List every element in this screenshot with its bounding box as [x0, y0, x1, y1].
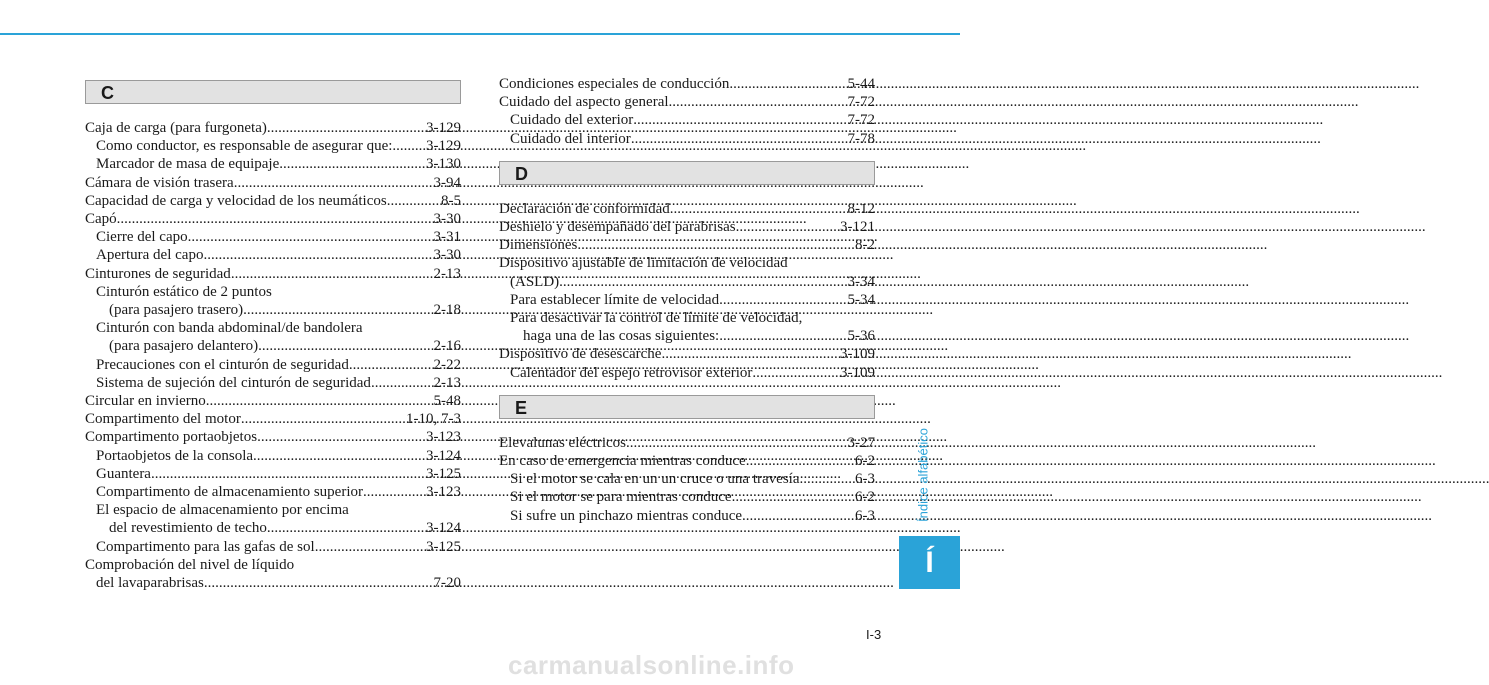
page-number: I-3 — [866, 627, 882, 642]
index-entry[interactable]: haga una de las cosas siguientes: ..... 5-36 — [499, 327, 875, 345]
index-entry[interactable]: Si el motor se cala en un un cruce o una travesía ..... 6-3 — [499, 470, 875, 488]
section-header-d — [499, 161, 875, 185]
entry-list-c-continued — [499, 75, 875, 148]
index-entry[interactable]: Precauciones con el cinturón de seguridad ..... 2-22 — [85, 356, 461, 374]
index-entry[interactable]: Dimensiones ..... 8-2 — [499, 236, 875, 254]
index-entry[interactable]: Declaración de conformidad ..... 8-12 — [499, 200, 875, 218]
section-letter-e: E — [515, 397, 528, 418]
index-entry[interactable]: Marcador de masa de equipaje ..... 3-130 — [85, 155, 461, 173]
index-entry[interactable]: Compartimento del motor ..... 1-10, 7-3 — [85, 410, 461, 428]
index-entry-heading: Dispositivo ajustable de limitación de velocidad — [499, 255, 788, 272]
index-entry[interactable]: Apertura del capo ..... 3-30 — [85, 246, 461, 264]
index-entry[interactable]: Compartimento para las gafas de sol ..... 3-125 — [85, 538, 461, 556]
top-rule — [0, 33, 960, 35]
index-entry[interactable]: Condiciones especiales de conducción ..... 5-44 — [499, 75, 875, 93]
index-entry[interactable]: (para pasajero trasero) ..... 2-18 — [85, 301, 461, 319]
section-tab-label: Índice alfabético — [915, 428, 931, 522]
index-entry[interactable]: del revestimiento de techo. ..... 3-124 — [85, 519, 461, 537]
index-entry-heading: Cinturón estático de 2 puntos — [96, 283, 272, 300]
entry-list-d — [499, 200, 875, 382]
section-letter-d: D — [515, 163, 528, 184]
section-tab[interactable] — [899, 536, 960, 589]
index-entry-heading: Comprobación del nivel de líquido — [85, 556, 295, 573]
index-entry[interactable]: Cámara de visión trasera ..... 3-94 — [85, 174, 461, 192]
index-entry[interactable]: Elevalunas eléctricos ..... 3-27 — [499, 434, 875, 452]
index-entry[interactable]: Sistema de sujeción del cinturón de seguridad ..... 2-13 — [85, 374, 461, 392]
index-entry[interactable]: Cierre del capo ..... 3-31 — [85, 228, 461, 246]
index-entry[interactable]: Guantera ..... 3-125 — [85, 465, 461, 483]
index-entry-heading: Cinturón con banda abdominal/de bandolera — [96, 320, 363, 337]
index-entry[interactable]: Deshielo y desempañado del parabrisas ..... 3-121 — [499, 218, 875, 236]
entry-list-e — [499, 434, 875, 525]
index-entry[interactable]: Cuidado del exterior ..... 7-72 — [499, 111, 875, 129]
index-entry[interactable]: Compartimento de almacenamiento superior ..... 3-123 — [85, 483, 461, 501]
index-entry[interactable]: (ASLD) ..... 3-34 — [499, 273, 875, 291]
index-entry-heading: El espacio de almacenamiento por encima — [96, 502, 349, 519]
watermark: carmanualsonline.info — [508, 650, 795, 680]
index-entry[interactable]: Portaobjetos de la consola ..... 3-124 — [85, 447, 461, 465]
index-entry-heading: Para desactivar la control de límite de velocidad, — [510, 310, 803, 327]
index-entry[interactable]: Como conductor, es responsable de asegurar que:. ..... 3-129 — [85, 137, 461, 155]
index-column-right — [499, 75, 875, 525]
index-entry[interactable]: Compartimento portaobjetos ..... 3-123 — [85, 428, 461, 446]
section-letter-c: C — [101, 83, 114, 103]
index-entry[interactable]: del lavaparabrisas ..... 7-20 — [85, 574, 461, 592]
index-entry[interactable]: Si sufre un pinchazo mientras conduce ..... 6-3 — [499, 507, 875, 525]
section-header-c — [85, 80, 461, 104]
index-entry[interactable]: En caso de emergencia mientras conduce ..... 6-2 — [499, 452, 875, 470]
index-entry[interactable]: Cuidado del aspecto general ..... 7-72 — [499, 93, 875, 111]
section-tab-letter: Í — [925, 545, 934, 579]
index-entry[interactable]: Cinturones de seguridad ..... 2-13 — [85, 265, 461, 283]
entry-list-c — [85, 119, 461, 592]
index-entry[interactable]: Calentador del espejo retrovisor exterior ..... 3-109 — [499, 364, 875, 382]
index-entry[interactable]: Para establecer límite de velocidad ..... 5-34 — [499, 291, 875, 309]
index-entry[interactable]: Capó ..... 3-30 — [85, 210, 461, 228]
index-entry[interactable]: Capacidad de carga y velocidad de los neumáticos ..... 8-5 — [85, 192, 461, 210]
index-entry[interactable]: Caja de carga (para furgoneta) ..... 3-129 — [85, 119, 461, 137]
section-header-e — [499, 395, 875, 419]
index-entry[interactable]: (para pasajero delantero) ..... 2-16 — [85, 337, 461, 355]
index-entry[interactable]: Si el motor se para mientras conduce ..... 6-2 — [499, 488, 875, 506]
index-entry[interactable]: Dispositivo de desescarche ..... 3-109 — [499, 345, 875, 363]
index-column-left — [85, 80, 461, 592]
index-entry[interactable]: Circular en invierno ..... 5-48 — [85, 392, 461, 410]
index-entry[interactable]: Cuidado del interior ..... 7-78 — [499, 130, 875, 148]
